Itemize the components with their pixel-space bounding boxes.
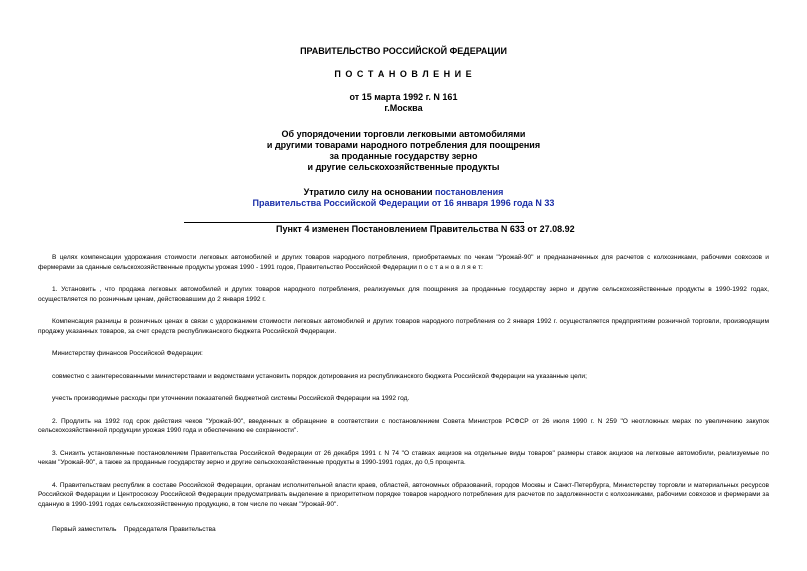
void-prefix: Утратило силу на основании xyxy=(303,187,435,197)
subject-line: Об упорядочении торговли легковыми автомобилями xyxy=(281,129,526,139)
body-paragraph: 3. Снизить установленные постановлением Правительства Российской Федерации от 26 декабря 1991 г. N 74 "О ставках акцизов на отдельные виды товаров" размеры ставок акцизов на легковые автомобили, реализуемые по чекам "Урожай-90", а также за проданные государству зерно и другие сельскохозяйственные продукты в 1990-1991 годах, до 0,5 процента. xyxy=(38,449,769,466)
government-heading: ПРАВИТЕЛЬСТВО РОССИЙСКОЙ ФЕДЕРАЦИИ xyxy=(300,46,507,56)
document-subject xyxy=(38,129,769,173)
document-body xyxy=(38,253,769,535)
body-paragraph: Компенсация разницы в розничных ценах в связи с удорожанием стоимости легковых автомобилей и других товаров народного потребления со 2 января 1992 г. осуществляется предприятиям розничной торговли, производящим продажу указанных товаров, за счет средств республиканского бюджета Российской Федерации. xyxy=(38,318,769,335)
void-link-continued[interactable]: Правительства Российской Федерации от 16 января 1996 года N 33 xyxy=(252,198,555,208)
subject-line: за проданные государству зерно xyxy=(329,151,478,161)
body-paragraph: В целях компенсации удорожания стоимости легковых автомобилей и других товаров народного потребления, приобретаемых по чекам "Урожай-90" и предназначенных для расчетов с колхозниками, рабочими совхозов и фермерами за сданные сельскохозяйственные продукты урожая 1990 - 1991 годов, Правительство Российской Федерации п о с т а н о в л я е т: xyxy=(38,254,769,271)
body-paragraph: 4. Правительствам республик в составе Российской Федерации, органам исполнительной власти краев, областей, автономных образований, городов Москвы и Санкт-Петербурга, Министерству торговли и материальных ресурсов Российской Федерации и Центросоюзу Российской Федерации предусматривать выделение в приоритетном порядке товаров народного потребления для расчетов по задолженности с колхозниками, рабочими совхозов и фермерами за сданную в 1990-1991 годах сельскохозяйственную продукцию, в том числе по чекам "Урожай-90". xyxy=(38,481,769,508)
date-number-line xyxy=(38,92,769,114)
body-paragraph: 2. Продлить на 1992 год срок действия чеков "Урожай-90", введенных в обращение в соответствии с постановлением Совета Министров РСФСР от 26 июля 1990 г. N 259 "О неотложных мерах по увеличению закупок сельскохозяйственной продукции урожая 1990 года и обеспечению ее сохранности". xyxy=(38,417,769,434)
void-notice xyxy=(38,187,769,209)
body-paragraph: совместно с заинтересованными министерствами и ведомствами установить порядок дотирования из республиканского бюджета Российской Федерации на указанные цели; xyxy=(52,372,587,380)
subject-line: и другие сельскохозяйственные продукты xyxy=(307,162,500,172)
amendment-note: Пункт 4 изменен Постановлением Правительства N 633 от 27.08.92 xyxy=(276,224,575,234)
body-paragraph: 1. Установить , что продажа легковых автомобилей и других товаров народного потребления, реализуемых для поощрения за проданные государству зерно и другие сельскохозяйственные продукты в 1990-1992 годах, осуществляется по розничным ценам, действовавшим до 2 января 1992 г. xyxy=(38,286,769,303)
void-link[interactable]: постановления xyxy=(434,187,504,197)
divider xyxy=(184,222,524,223)
body-paragraph: Министерству финансов Российской Федерации: xyxy=(52,350,203,357)
document-type: П О С Т А Н О В Л Е Н И Е xyxy=(334,69,473,79)
amendment-block xyxy=(184,222,684,235)
signature: Первый заместитель Председателя Правительства xyxy=(52,526,216,533)
date-number: от 15 марта 1992 г. N 161 xyxy=(349,92,458,102)
subject-line: и другими товарами народного потребления для поощрения xyxy=(266,140,541,150)
city: г.Москва xyxy=(384,103,423,113)
body-paragraph: учесть производимые расходы при уточнении показателей бюджетной системы Российской Федерации на 1992 год. xyxy=(52,395,410,402)
